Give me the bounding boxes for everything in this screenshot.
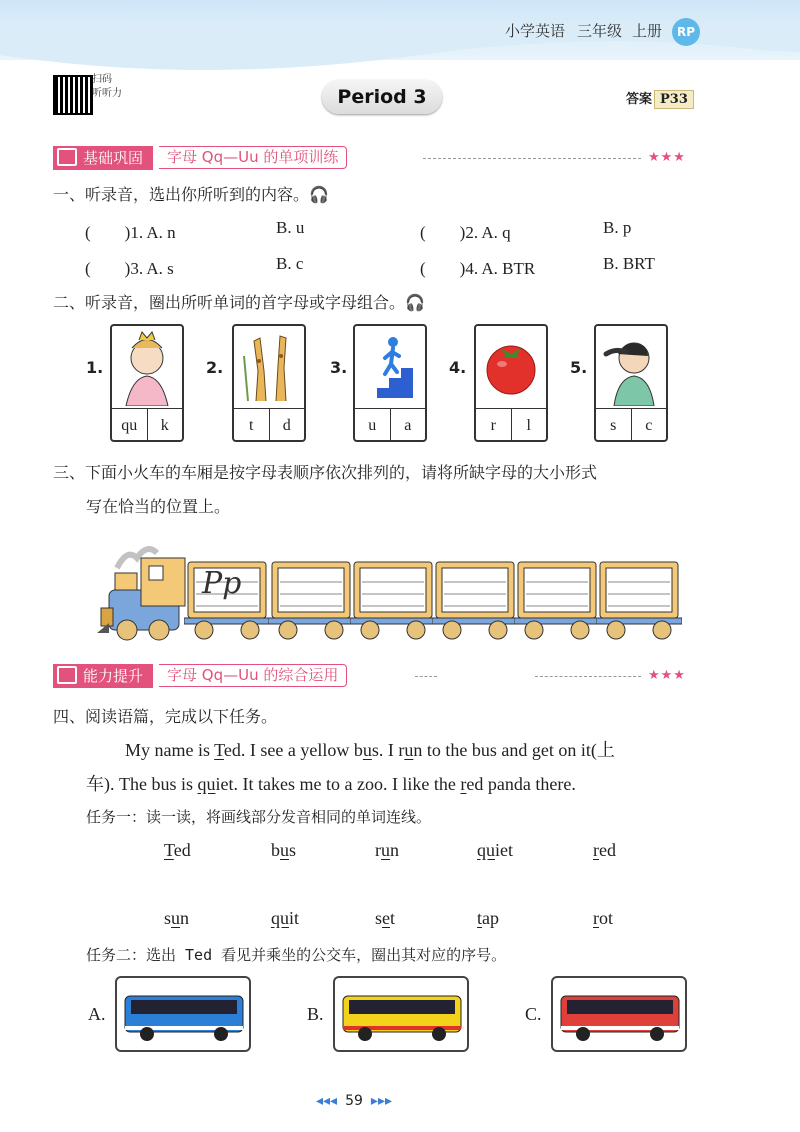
card-4-num: 4. bbox=[449, 358, 467, 377]
difficulty-stars: ★★★ bbox=[648, 150, 686, 165]
task2-title: 任务二：选出 Ted 看见并乘坐的公交车，圈出其对应的序号。 bbox=[86, 946, 507, 964]
letter-card-3[interactable]: u a bbox=[353, 324, 427, 442]
queen-icon bbox=[112, 326, 182, 409]
train-wagon-4[interactable] bbox=[432, 560, 518, 644]
page-title: Period 3 bbox=[322, 80, 442, 114]
divider bbox=[535, 676, 641, 677]
train-wagon-5[interactable] bbox=[514, 560, 600, 644]
bus-option-a-label[interactable]: A. bbox=[88, 1004, 106, 1024]
bus-icon bbox=[553, 978, 685, 1050]
headphones-icon: 🎧 bbox=[405, 293, 425, 312]
q4-title: 四、阅读语篇，完成以下任务。 bbox=[53, 707, 278, 726]
q3-title-1: 三、下面小火车的车厢是按字母表顺序依次排列的，请将所缺字母的大小形式 bbox=[53, 463, 598, 482]
q1-item-2: ( )2. A. q bbox=[420, 223, 511, 242]
passage-line-2: 车). The bus is quiet. It takes me to a zoo. I like the red panda there. bbox=[86, 774, 576, 794]
section2-bar: 能力提升 字母 Qq—Uu 的综合运用 bbox=[53, 664, 347, 688]
card-1-num: 1. bbox=[86, 358, 104, 377]
boy-looking-icon bbox=[596, 326, 666, 409]
train-wagon-1 bbox=[184, 560, 270, 644]
bus-option-b[interactable] bbox=[333, 976, 469, 1052]
bus-option-b-label[interactable]: B. bbox=[307, 1004, 324, 1024]
q1-item-4-b: B. BRT bbox=[603, 254, 655, 273]
q1-item-3-b: B. c bbox=[276, 254, 304, 273]
qr-code-icon[interactable] bbox=[53, 75, 93, 115]
match-word-bottom-1[interactable]: sun bbox=[164, 908, 190, 928]
header-grade: 三年级 bbox=[577, 22, 623, 40]
difficulty-stars: ★★★ bbox=[648, 668, 686, 683]
card-5-num: 5. bbox=[570, 358, 588, 377]
card-3-num: 3. bbox=[330, 358, 348, 377]
divider bbox=[415, 676, 437, 677]
qr-label: 扫码 听听力 bbox=[92, 74, 122, 99]
stairs-up-icon bbox=[355, 326, 425, 409]
bus-option-c-label[interactable]: C. bbox=[525, 1004, 542, 1024]
header-subject: 小学英语 bbox=[505, 22, 566, 40]
letter-card-2[interactable]: t d bbox=[232, 324, 306, 442]
match-word-bottom-4[interactable]: tap bbox=[477, 908, 500, 928]
page-number: ◂◂◂ 59 ▸▸▸ bbox=[316, 1093, 393, 1109]
answer-ref: 答案 P33 bbox=[626, 88, 694, 107]
match-word-bottom-5[interactable]: rot bbox=[593, 908, 614, 928]
rp-badge: RP bbox=[672, 18, 700, 46]
bus-option-c[interactable] bbox=[551, 976, 687, 1052]
q1-title: 一、听录音，选出你所听到的内容。🎧 bbox=[53, 185, 329, 204]
q1-item-3: ( )3. A. s bbox=[85, 259, 174, 278]
train-wagon-6[interactable] bbox=[596, 560, 682, 644]
letter-card-1[interactable]: qu k bbox=[110, 324, 184, 442]
bus-icon bbox=[117, 978, 249, 1050]
giraffe-icon bbox=[234, 326, 304, 409]
book-icon bbox=[57, 148, 77, 166]
book-icon bbox=[57, 666, 77, 684]
section1-bar: 基础巩固 字母 Qq—Uu 的单项训练 bbox=[53, 146, 347, 170]
card-2-num: 2. bbox=[206, 358, 224, 377]
header-volume: 上册 bbox=[632, 22, 663, 40]
q1-item-4: ( )4. A. BTR bbox=[420, 259, 536, 278]
match-word-top-3[interactable]: run bbox=[375, 840, 399, 860]
match-word-top-5[interactable]: red bbox=[593, 840, 616, 860]
match-word-bottom-3[interactable]: set bbox=[375, 908, 396, 928]
match-word-top-1[interactable]: Ted bbox=[164, 840, 191, 860]
divider bbox=[423, 158, 641, 159]
q1-item-1-b: B. u bbox=[276, 218, 305, 237]
match-word-top-4[interactable]: quiet bbox=[477, 840, 513, 860]
q3-title-2: 写在恰当的位置上。 bbox=[86, 497, 231, 516]
q1-item-2-b: B. p bbox=[603, 218, 632, 237]
bus-option-a[interactable] bbox=[115, 976, 251, 1052]
match-word-top-2[interactable]: bus bbox=[271, 840, 297, 860]
bus-icon bbox=[335, 978, 467, 1050]
tomato-icon bbox=[476, 326, 546, 409]
train-wagon-2[interactable] bbox=[268, 560, 354, 644]
passage-line-1: My name is Ted. I see a yellow bus. I run to the bus and get on it(上 bbox=[125, 740, 615, 760]
letter-card-4[interactable]: r l bbox=[474, 324, 548, 442]
q1-item-1: ( )1. A. n bbox=[85, 223, 176, 242]
match-word-bottom-2[interactable]: quit bbox=[271, 908, 300, 928]
q2-title: 二、听录音，圈出所听单词的首字母或字母组合。🎧 bbox=[53, 293, 425, 312]
given-letter: Pp bbox=[202, 566, 242, 601]
headphones-icon: 🎧 bbox=[309, 185, 329, 204]
letter-card-5[interactable]: s c bbox=[594, 324, 668, 442]
task1-title: 任务一：读一读，将画线部分发音相同的单词连线。 bbox=[86, 808, 432, 826]
train-wagon-3[interactable] bbox=[350, 560, 436, 644]
